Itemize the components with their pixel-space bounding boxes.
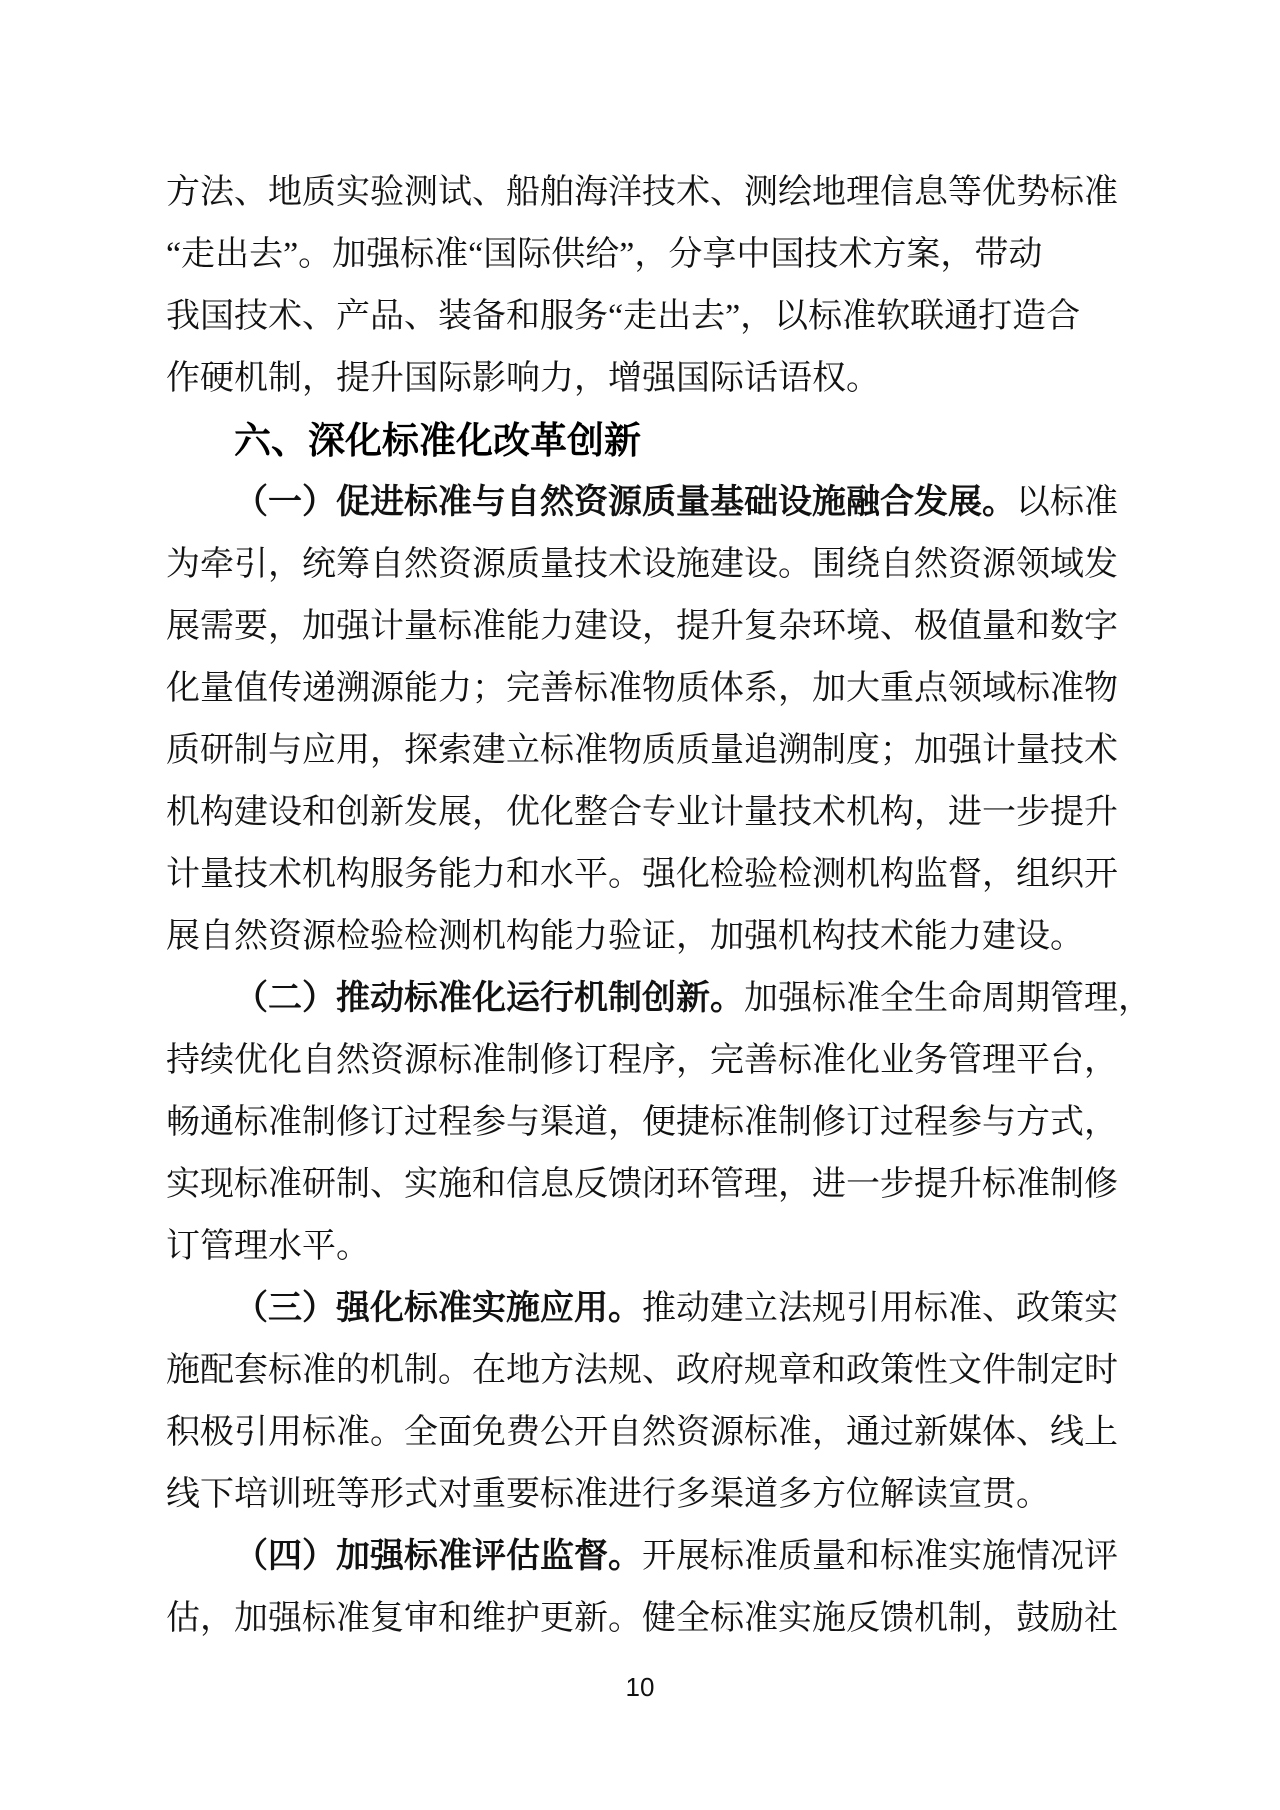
body-text: 我国技术、产品、装备和服务“走出去”，以标准软联通打造合 (166, 298, 1081, 335)
text-line (166, 720, 1118, 782)
page-number: 10 (625, 1672, 655, 1702)
body-text: 计量技术机构服务能力和水平。强化检验检测机构监督，组织开 (166, 856, 1118, 893)
text-line (166, 224, 1118, 286)
body-text: 展需要，加强计量标准能力建设，提升复杂环境、极值量和数字 (166, 608, 1118, 645)
text-line (166, 1154, 1118, 1216)
body-text: 展自然资源检验检测机构能力验证，加强机构技术能力建设。 (166, 918, 1084, 955)
text-line (166, 1216, 1118, 1278)
emphasis-text: （四）加强标准评估监督。 (234, 1538, 642, 1575)
text-line (166, 286, 1118, 348)
text-line (166, 1092, 1118, 1154)
body-text: 机构建设和创新发展，优化整合专业计量技术机构，进一步提升 (166, 794, 1118, 831)
body-text: 质研制与应用，探索建立标准物质质量追溯制度；加强计量技术 (166, 732, 1118, 769)
text-line (166, 906, 1118, 968)
body-text: “走出去”。加强标准“国际供给”，分享中国技术方案，带动 (166, 236, 1043, 273)
emphasis-text: （三）强化标准实施应用。 (234, 1290, 642, 1327)
text-line (166, 596, 1118, 658)
text-line (166, 534, 1118, 596)
text-line (166, 1588, 1118, 1650)
text-line (166, 844, 1118, 906)
document-body (166, 162, 1152, 1650)
body-text: 持续优化自然资源标准制修订程序，完善标准化业务管理平台， (166, 1042, 1118, 1079)
body-text: 实现标准研制、实施和信息反馈闭环管理，进一步提升标准制修 (166, 1166, 1118, 1203)
body-text: 畅通标准制修订过程参与渠道，便捷标准制修订过程参与方式， (166, 1104, 1118, 1141)
body-text: 为牵引，统筹自然资源质量技术设施建设。围绕自然资源领域发 (166, 546, 1118, 583)
body-text: 施配套标准的机制。在地方法规、政府规章和政策性文件制定时 (166, 1352, 1118, 1389)
body-text: 以标准 (1016, 484, 1118, 521)
text-line (166, 472, 1118, 534)
body-text: 开展标准质量和标准实施情况评 (642, 1538, 1118, 1575)
section-heading (166, 410, 1118, 472)
body-text: 加强标准全生命周期管理， (744, 980, 1152, 1017)
body-text: 推动建立法规引用标准、政策实 (642, 1290, 1118, 1327)
text-line (166, 968, 1152, 1030)
body-text: 估，加强标准复审和维护更新。健全标准实施反馈机制，鼓励社 (166, 1600, 1118, 1637)
body-text: 订管理水平。 (166, 1228, 370, 1265)
body-text: 积极引用标准。全面免费公开自然资源标准，通过新媒体、线上 (166, 1414, 1118, 1451)
body-text: 作硬机制，提升国际影响力，增强国际话语权。 (166, 360, 880, 397)
text-line (166, 1278, 1118, 1340)
text-line (166, 348, 1118, 410)
emphasis-text: （二）推动标准化运行机制创新。 (234, 980, 744, 1017)
text-line (166, 162, 1118, 224)
emphasis-text: 六、深化标准化改革创新 (234, 420, 641, 461)
text-line (166, 1402, 1118, 1464)
text-line (166, 782, 1118, 844)
text-line (166, 1464, 1118, 1526)
body-text: 化量值传递溯源能力；完善标准物质体系，加大重点领域标准物 (166, 670, 1118, 707)
text-line (166, 1526, 1118, 1588)
text-line (166, 1340, 1118, 1402)
body-text: 方法、地质实验测试、船舶海洋技术、测绘地理信息等优势标准 (166, 174, 1118, 211)
text-line (166, 658, 1118, 720)
text-line (166, 1030, 1118, 1092)
emphasis-text: （一）促进标准与自然资源质量基础设施融合发展。 (234, 484, 1016, 521)
body-text: 线下培训班等形式对重要标准进行多渠道多方位解读宣贯。 (166, 1476, 1050, 1513)
